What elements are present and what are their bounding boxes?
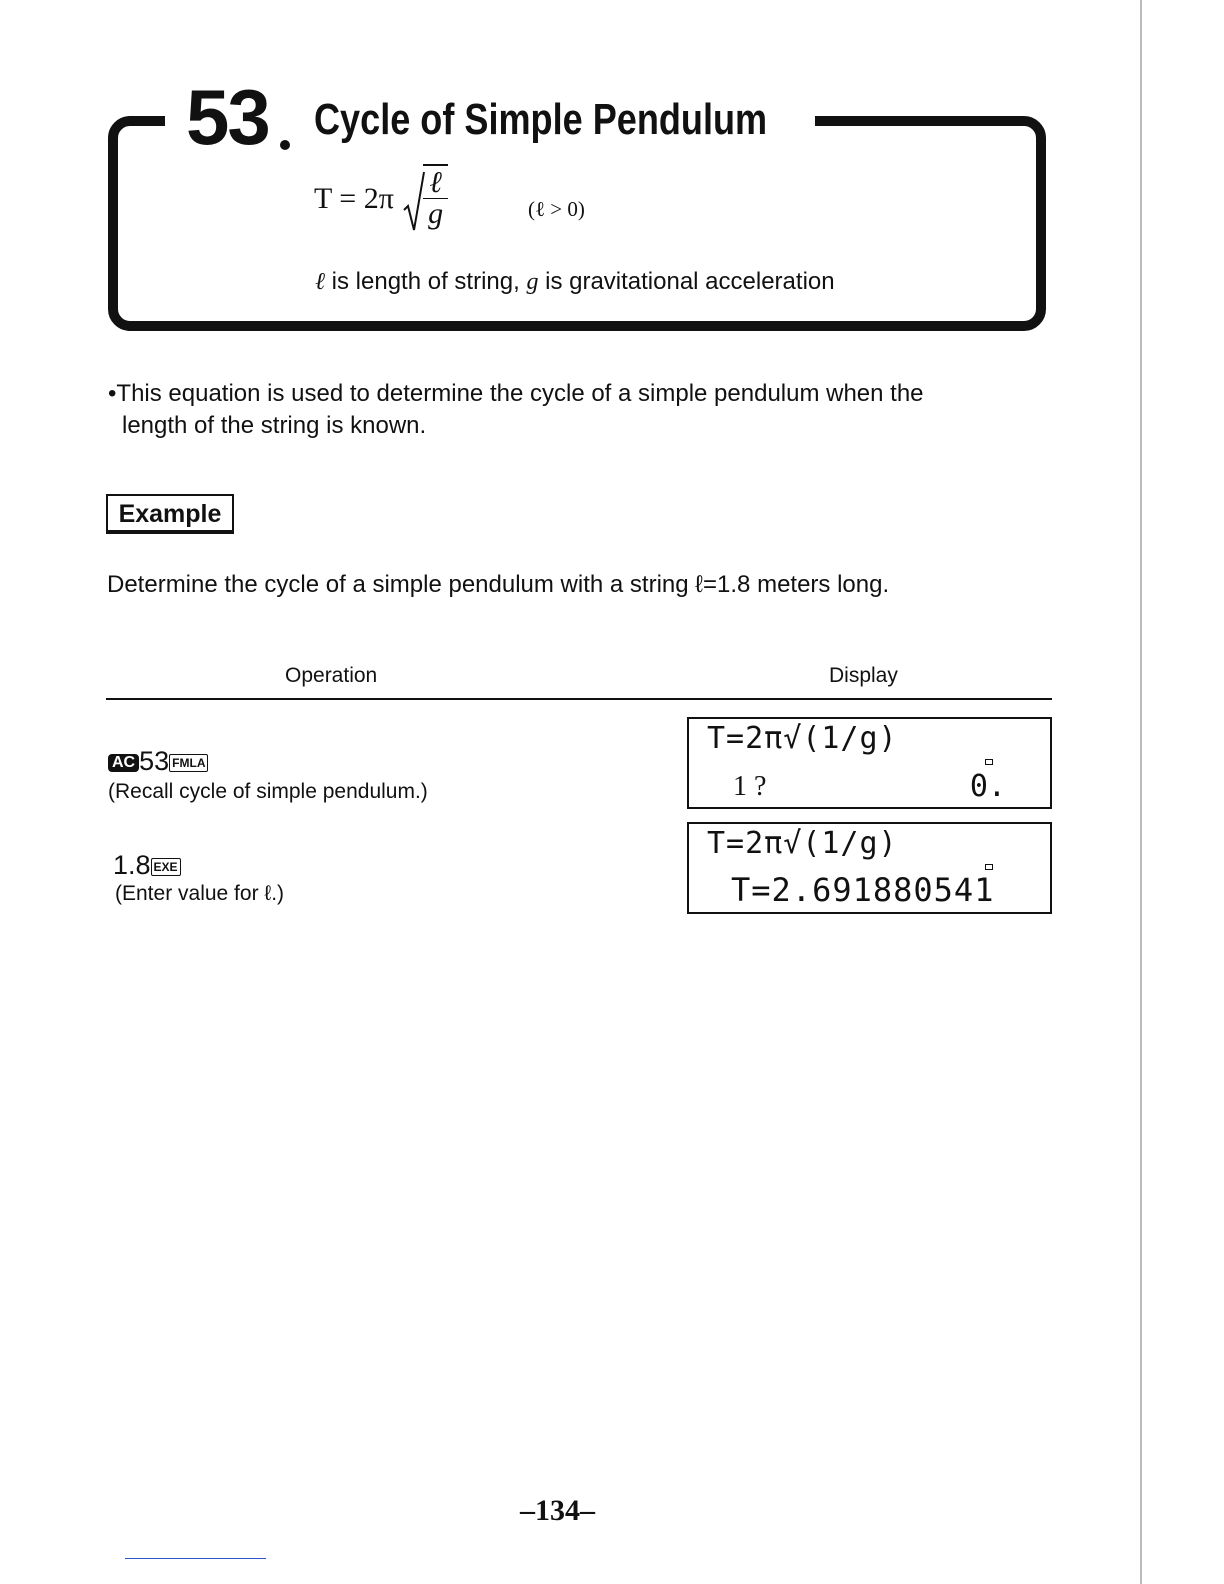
page-number: –134– [520, 1494, 595, 1527]
operation-header: Operation [285, 664, 378, 687]
square-root-sign [403, 170, 425, 232]
section-title: Cycle of Simple Pendulum [314, 95, 768, 144]
table-rule [106, 698, 1052, 700]
formula-description [315, 268, 835, 296]
formula-condition: (ℓ > 0) [528, 197, 585, 221]
footer-rule [125, 1558, 266, 1559]
example-problem: Determine the cycle of a simple pendulum with a string ℓ=1.8 meters long. [107, 571, 890, 598]
fmla-key: FMLA [169, 754, 208, 772]
keys-2: 1.8 [113, 850, 151, 880]
page-edge-line [1140, 0, 1142, 1584]
pendulum-formula [314, 165, 448, 232]
lcd-display-1 [687, 717, 1052, 809]
section-number: 53 [186, 73, 269, 161]
lcd1-prompt: 1 ? [733, 771, 767, 802]
intro-paragraph [108, 378, 1068, 442]
display-header: Display [829, 664, 898, 687]
desc-text-2: is gravitational acceleration [538, 268, 835, 295]
lcd1-value: 0. [969, 769, 1006, 804]
fraction [423, 164, 448, 229]
intro-line-1: •This equation is used to determine the cycle of a simple pendulum when the [108, 380, 924, 407]
ac-key: AC [108, 754, 139, 772]
operation-note-1: (Recall cycle of simple pendulum.) [108, 780, 428, 803]
lcd2-indicator-icon [985, 864, 993, 870]
desc-symbol-l: ℓ [315, 269, 325, 295]
intro-line-2: length of the string is known. [122, 412, 427, 439]
keys-1: 53 [139, 746, 170, 776]
section-number-dot [280, 140, 290, 150]
operation-keys-1 [108, 746, 208, 777]
desc-symbol-g: g [526, 269, 539, 295]
lcd1-formula: T=2π√(1/g) [707, 721, 898, 756]
operation-keys-2 [113, 850, 181, 881]
exe-key: EXE [151, 858, 181, 876]
fraction-denominator: g [428, 196, 444, 230]
lcd1-indicator-icon [985, 759, 993, 765]
operation-note-2: (Enter value for ℓ.) [115, 882, 285, 905]
desc-text-1: is length of string, [325, 268, 527, 295]
lcd-display-2 [687, 822, 1052, 914]
lcd2-formula: T=2π√(1/g) [707, 826, 898, 861]
fraction-numerator: ℓ [423, 168, 448, 199]
formula-lhs: T = 2π [314, 181, 394, 215]
lcd2-result: T=2.691880541 [731, 871, 995, 909]
example-label: Example [106, 494, 234, 534]
